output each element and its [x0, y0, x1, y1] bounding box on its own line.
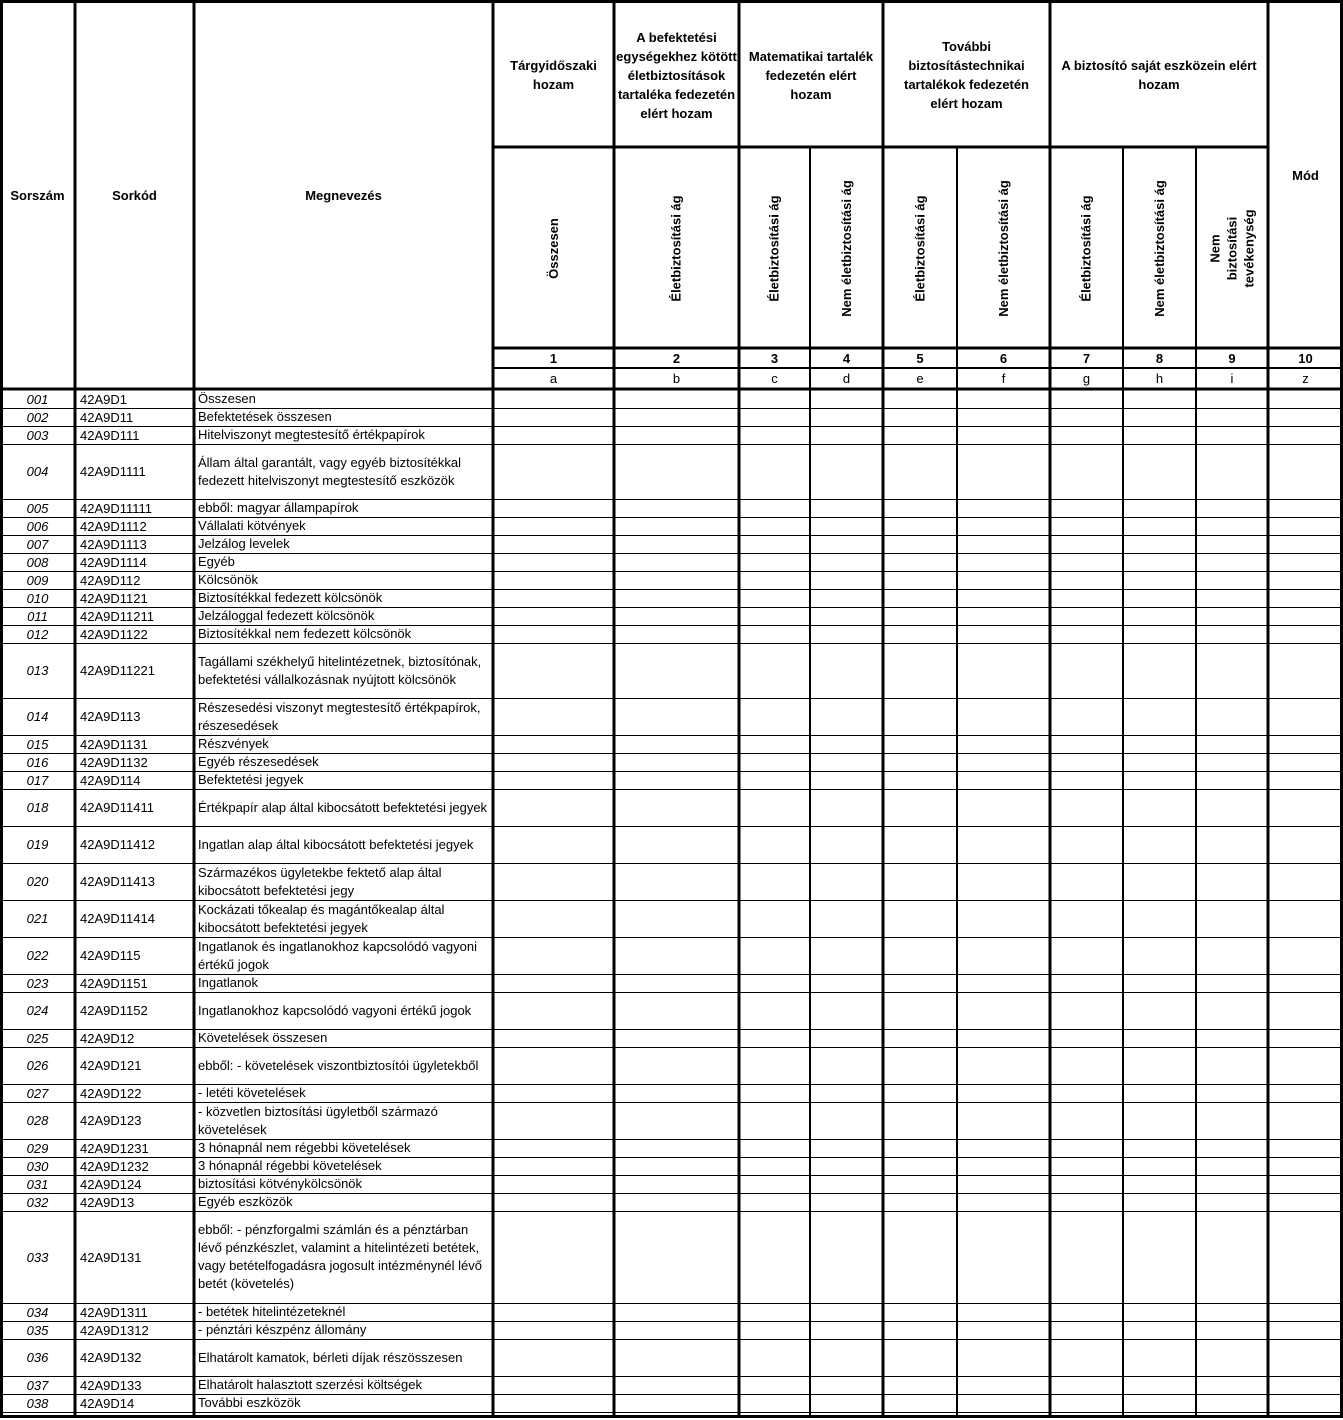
row-sorszam: 038: [26, 1395, 49, 1411]
column-letter: a: [549, 371, 558, 386]
row-sorkod: 42A9D1114: [80, 554, 147, 570]
row-sorszam: 026: [26, 1058, 49, 1073]
subheader-col5: Életbiztosítási ág: [912, 194, 928, 302]
row-sorkod: 42A9D13: [80, 1194, 135, 1210]
row-megnevezes: Értékpapír alap által kibocsátott befektetési jegyek: [198, 799, 488, 815]
subheader-col6: Nem életbiztosítási ág: [996, 179, 1012, 317]
row-megnevezes: Jelzálog levelek: [198, 536, 290, 551]
row-sorkod: 42A9D111: [80, 427, 140, 443]
row-megnevezes: További eszközök: [198, 1395, 301, 1410]
row-sorkod: 42A9D11414: [80, 911, 155, 926]
row-megnevezes: Részvények: [198, 736, 269, 751]
row-sorszam: 031: [26, 1176, 49, 1192]
row-sorkod: 42A9D132: [80, 1350, 142, 1365]
row-sorszam: 004: [26, 464, 49, 479]
row-megnevezes: Biztosítékkal nem fedezett kölcsönök: [198, 626, 412, 641]
row-sorkod: 42A9D1: [80, 391, 127, 407]
row-sorszam: 020: [26, 874, 49, 889]
row-megnevezes: ebből: magyar állampapírok: [198, 500, 359, 515]
subheader-col3: Életbiztosítási ág: [767, 194, 783, 302]
row-sorszam: 008: [26, 554, 49, 570]
row-megnevezes: 3 hónapnál régebbi követelések: [198, 1158, 382, 1173]
row-sorkod: 42A9D11111: [80, 500, 153, 516]
column-number: 7: [1082, 351, 1091, 366]
column-number: 10: [1298, 351, 1313, 366]
row-sorkod: 42A9D1121: [80, 590, 148, 606]
row-sorszam: 025: [26, 1030, 49, 1046]
row-sorszam: 011: [27, 608, 48, 624]
row-sorszam: 022: [26, 948, 49, 963]
row-sorkod: 42A9D114: [80, 772, 141, 788]
row-megnevezes: Kockázati tőkealap és magántőkealap által kibocsátott befektetési jegyek: [198, 901, 445, 935]
row-sorszam: 014: [26, 709, 49, 724]
row-sorkod: 42A9D1122: [80, 626, 148, 642]
row-megnevezes: Összesen: [198, 391, 256, 406]
row-sorszam: 019: [26, 837, 49, 852]
row-sorszam: 027: [26, 1085, 49, 1101]
column-letter: d: [842, 371, 851, 386]
row-sorszam: 007: [26, 536, 49, 552]
row-sorszam: 029: [26, 1140, 49, 1156]
subheader-col9: Nem biztosítási tevékenység: [1207, 208, 1257, 288]
subheader-col2: Életbiztosítási ág: [668, 194, 684, 302]
column-letter: h: [1155, 371, 1164, 386]
row-sorszam: 032: [26, 1194, 49, 1210]
row-megnevezes: Elhatárolt kamatok, bérleti díjak részösszesen: [198, 1349, 463, 1365]
row-sorkod: 42A9D122: [80, 1085, 142, 1101]
row-sorszam: 009: [26, 572, 49, 588]
row-megnevezes: ebből: - pénzforgalmi számlán és a pénztárban lévő pénzkészlet, valamint a hitelintézeti betétek, vagy betételfogadásra jogosult intézménynél lévő betét (követelés): [198, 1222, 483, 1291]
row-sorszam: 006: [26, 518, 49, 534]
row-megnevezes: Állam által garantált, vagy egyéb biztosítékkal fedezett hitelviszonyt megtestesítő eszközök: [198, 454, 462, 488]
row-sorszam: 023: [26, 975, 49, 991]
row-megnevezes: Részesedési viszonyt megtestesítő értékpapírok, részesedések: [198, 699, 481, 733]
row-sorkod: 42A9D1232: [80, 1158, 149, 1174]
row-sorszam: 017: [26, 772, 49, 788]
row-sorkod: 42A9D115: [80, 948, 141, 963]
column-number: 4: [842, 351, 851, 366]
row-sorkod: 42A9D1132: [80, 754, 148, 770]
row-megnevezes: - pénztári készpénz állomány: [198, 1322, 367, 1337]
row-megnevezes: - betétek hitelintézeteknél: [198, 1304, 346, 1319]
row-sorkod: 42A9D1113: [80, 536, 147, 552]
row-sorszam: 021: [26, 911, 49, 926]
row-sorkod: 42A9D112: [80, 572, 141, 588]
row-sorszam: 012: [26, 626, 49, 642]
row-sorszam: 005: [26, 500, 49, 516]
header-matematikai-tartalek: Matematikai tartalék fedezetén elért hozam: [748, 48, 874, 102]
row-sorkod: 42A9D121: [80, 1058, 142, 1073]
row-megnevezes: Jelzáloggal fedezett kölcsönök: [198, 608, 375, 623]
row-sorszam: 033: [26, 1249, 49, 1265]
row-sorszam: 001: [26, 391, 49, 407]
row-megnevezes: - közvetlen biztosítási ügyletből származó követelések: [198, 1103, 438, 1137]
row-sorszam: 035: [26, 1322, 49, 1338]
row-sorkod: 42A9D12: [80, 1030, 135, 1046]
row-sorkod: 42A9D1131: [80, 736, 148, 752]
row-megnevezes: - letéti követelések: [198, 1085, 306, 1100]
row-sorkod: 42A9D11221: [80, 663, 155, 678]
row-sorszam: 003: [26, 427, 49, 443]
header-megnevezes: Megnevezés: [305, 187, 382, 203]
column-letter: c: [771, 371, 778, 386]
row-sorkod: 42A9D123: [80, 1113, 142, 1128]
row-sorkod: 42A9D1112: [80, 518, 147, 534]
row-megnevezes: Egyéb: [198, 554, 235, 569]
row-sorszam: 002: [26, 409, 49, 425]
column-letter: f: [1001, 371, 1006, 386]
header-tovabbi-tartalekok: További biztosítástechnikai tartalékok fedezetén elért hozam: [904, 39, 1029, 111]
row-sorszam: 034: [26, 1304, 49, 1320]
header-mod: Mód: [1292, 168, 1319, 183]
row-sorszam: 010: [26, 590, 49, 606]
row-sorkod: 42A9D11413: [80, 874, 155, 889]
row-sorkod: 42A9D1151: [80, 975, 148, 991]
row-sorszam: 015: [26, 736, 49, 752]
row-megnevezes: Egyéb eszközök: [198, 1194, 293, 1209]
column-number: 9: [1228, 351, 1236, 366]
header-sorkod: Sorkód: [112, 187, 157, 203]
row-sorszam: 018: [26, 800, 49, 815]
header-befektetesi-egysegek: A befektetési egységekhez kötött életbiztosítások tartaléka fedezetén elért hozam: [616, 29, 737, 121]
row-sorkod: 42A9D1231: [80, 1140, 149, 1156]
header-sorszam: Sorszám: [10, 187, 65, 203]
row-sorszam: 024: [26, 1003, 49, 1018]
row-sorkod: 42A9D113: [80, 709, 141, 724]
row-megnevezes: Tagállami székhelyű hitelintézetnek, biztosítónak, befektetési vállalkozásnak nyújtott kölcsönök: [198, 653, 482, 687]
row-megnevezes: Ingatlanok és ingatlanokhoz kapcsolódó vagyoni értékű jogok: [198, 938, 477, 972]
row-sorkod: 42A9D131: [80, 1249, 142, 1265]
row-megnevezes: Biztosítékkal fedezett kölcsönök: [198, 590, 383, 605]
row-megnevezes: Ingatlanok: [198, 975, 258, 990]
column-number: 8: [1155, 351, 1164, 366]
row-megnevezes: Vállalati kötvények: [198, 518, 306, 533]
row-sorkod: 42A9D11411: [80, 800, 154, 815]
column-letter: e: [916, 371, 924, 386]
row-megnevezes: Befektetések összesen: [198, 409, 332, 424]
row-sorszam: 037: [26, 1377, 49, 1393]
row-megnevezes: biztosítási kötvénykölcsönök: [198, 1176, 363, 1191]
row-sorkod: 42A9D11: [80, 409, 134, 425]
row-megnevezes: Befektetési jegyek: [198, 772, 304, 787]
row-megnevezes: Ingatlan alap által kibocsátott befektetési jegyek: [198, 836, 474, 852]
row-sorszam: 028: [26, 1113, 49, 1128]
header-targyidoszaki-hozam: Tárgyidőszaki hozam: [510, 58, 597, 92]
subheader-col1: Összesen: [545, 217, 561, 279]
row-sorkod: 42A9D11412: [80, 837, 155, 852]
column-letter: z: [1302, 371, 1309, 386]
subheader-col8: Nem életbiztosítási ág: [1152, 179, 1168, 317]
subheader-col4: Nem életbiztosítási ág: [839, 179, 855, 317]
row-sorkod: 42A9D11211: [80, 608, 154, 624]
row-megnevezes: Egyéb részesedések: [198, 754, 319, 769]
row-megnevezes: Származékos ügyletekbe fektető alap által kibocsátott befektetési jegy: [198, 864, 442, 898]
row-sorszam: 013: [26, 663, 49, 678]
row-sorkod: 42A9D124: [80, 1176, 142, 1192]
row-megnevezes: Elhatárolt halasztott szerzési költségek: [198, 1377, 422, 1392]
row-sorkod: 42A9D1312: [80, 1322, 149, 1338]
row-sorszam: 016: [26, 754, 49, 770]
column-number: 5: [916, 351, 924, 366]
row-sorkod: 42A9D1311: [80, 1304, 148, 1320]
row-sorszam: 030: [26, 1158, 49, 1174]
row-megnevezes: Követelések összesen: [198, 1030, 328, 1045]
column-number: 3: [770, 351, 779, 366]
column-letter: b: [672, 371, 681, 386]
row-megnevezes: Kölcsönök: [198, 572, 258, 587]
column-number: 1: [549, 351, 558, 366]
row-sorkod: 42A9D133: [80, 1377, 142, 1393]
row-megnevezes: 3 hónapnál nem régebbi követelések: [198, 1140, 411, 1155]
header-sajat-eszkozok: A biztosító saját eszközein elért hozam: [1061, 58, 1257, 92]
row-sorkod: 42A9D1111: [80, 464, 146, 479]
row-megnevezes: Hitelviszonyt megtestesítő értékpapírok: [198, 427, 425, 442]
row-sorkod: 42A9D14: [80, 1395, 135, 1411]
column-letter: g: [1082, 371, 1091, 386]
row-sorkod: 42A9D1152: [80, 1003, 148, 1018]
row-megnevezes: ebből: - követelések viszontbiztosítói ügyletekből: [198, 1057, 479, 1073]
column-number: 2: [672, 351, 681, 366]
row-megnevezes: Ingatlanokhoz kapcsolódó vagyoni értékű jogok: [198, 1002, 472, 1018]
row-sorszam: 036: [26, 1350, 49, 1365]
subheader-col7: Életbiztosítási ág: [1079, 194, 1095, 302]
column-letter: i: [1230, 371, 1234, 386]
column-number: 6: [999, 351, 1008, 366]
